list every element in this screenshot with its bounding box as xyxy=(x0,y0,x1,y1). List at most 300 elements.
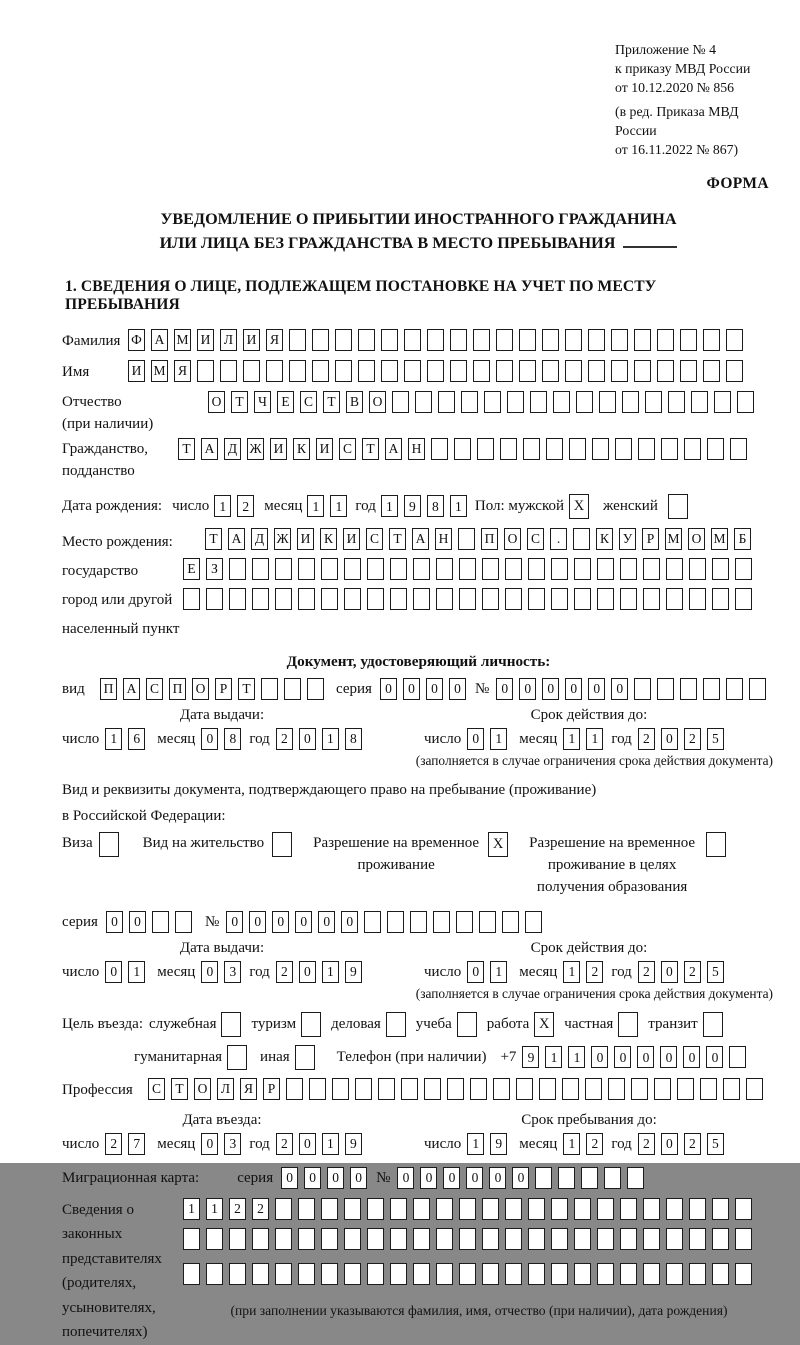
char-box[interactable] xyxy=(413,1228,430,1250)
char-box[interactable]: 0 xyxy=(443,1167,460,1189)
char-box[interactable] xyxy=(335,329,352,351)
char-box[interactable] xyxy=(473,329,490,351)
purpose-private-checkbox[interactable] xyxy=(618,1012,638,1037)
char-box[interactable]: Т xyxy=(171,1078,188,1100)
char-box[interactable]: 0 xyxy=(611,678,628,700)
char-box[interactable] xyxy=(620,588,637,610)
char-box[interactable] xyxy=(620,1198,637,1220)
char-box[interactable]: 1 xyxy=(568,1046,585,1068)
char-box[interactable]: И xyxy=(343,528,360,550)
char-box[interactable]: 0 xyxy=(661,728,678,750)
char-box[interactable] xyxy=(482,588,499,610)
char-box[interactable] xyxy=(436,1263,453,1285)
char-box[interactable]: 0 xyxy=(249,911,266,933)
char-box[interactable] xyxy=(298,588,315,610)
char-box[interactable] xyxy=(197,360,214,382)
char-box[interactable] xyxy=(689,1198,706,1220)
char-box[interactable] xyxy=(427,329,444,351)
char-box[interactable] xyxy=(459,1198,476,1220)
char-box[interactable]: И xyxy=(316,438,333,460)
char-box[interactable] xyxy=(413,1198,430,1220)
char-box[interactable] xyxy=(551,1228,568,1250)
char-box[interactable] xyxy=(390,1263,407,1285)
char-box[interactable] xyxy=(390,1198,407,1220)
char-box[interactable] xyxy=(438,391,455,413)
char-box[interactable] xyxy=(505,588,522,610)
char-box[interactable] xyxy=(666,558,683,580)
char-box[interactable]: О xyxy=(369,391,386,413)
char-box[interactable] xyxy=(562,1078,579,1100)
char-box[interactable]: 2 xyxy=(252,1198,269,1220)
char-box[interactable]: 0 xyxy=(403,678,420,700)
char-box[interactable]: 1 xyxy=(322,961,339,983)
char-box[interactable] xyxy=(266,360,283,382)
char-box[interactable] xyxy=(459,1263,476,1285)
char-box[interactable]: 1 xyxy=(307,495,324,517)
char-box[interactable] xyxy=(436,558,453,580)
char-box[interactable]: З xyxy=(206,558,223,580)
char-box[interactable] xyxy=(735,1263,752,1285)
char-box[interactable] xyxy=(551,558,568,580)
char-box[interactable]: 2 xyxy=(586,961,603,983)
char-box[interactable]: 2 xyxy=(229,1198,246,1220)
char-box[interactable]: 2 xyxy=(276,728,293,750)
char-box[interactable] xyxy=(404,360,421,382)
char-box[interactable]: К xyxy=(320,528,337,550)
char-box[interactable] xyxy=(456,911,473,933)
char-box[interactable] xyxy=(528,1198,545,1220)
char-box[interactable] xyxy=(307,678,324,700)
char-box[interactable] xyxy=(735,1228,752,1250)
char-box[interactable] xyxy=(367,1198,384,1220)
char-box[interactable]: 1 xyxy=(563,1133,580,1155)
char-box[interactable]: 1 xyxy=(467,1133,484,1155)
char-box[interactable] xyxy=(726,329,743,351)
char-box[interactable] xyxy=(523,438,540,460)
char-box[interactable]: 9 xyxy=(345,1133,362,1155)
char-box[interactable] xyxy=(321,1228,338,1250)
char-box[interactable] xyxy=(220,360,237,382)
char-box[interactable]: У xyxy=(619,528,636,550)
char-box[interactable]: 9 xyxy=(490,1133,507,1155)
char-box[interactable]: 2 xyxy=(276,961,293,983)
char-box[interactable]: 3 xyxy=(224,1133,241,1155)
char-box[interactable] xyxy=(505,1263,522,1285)
char-box[interactable] xyxy=(332,1078,349,1100)
char-box[interactable] xyxy=(367,558,384,580)
char-box[interactable] xyxy=(528,1228,545,1250)
char-box[interactable] xyxy=(599,391,616,413)
char-box[interactable] xyxy=(381,329,398,351)
char-box[interactable] xyxy=(714,391,731,413)
char-box[interactable] xyxy=(289,360,306,382)
char-box[interactable] xyxy=(657,360,674,382)
char-box[interactable] xyxy=(726,360,743,382)
char-box[interactable] xyxy=(551,588,568,610)
char-box[interactable] xyxy=(309,1078,326,1100)
char-box[interactable]: О xyxy=(504,528,521,550)
char-box[interactable] xyxy=(585,1078,602,1100)
char-box[interactable] xyxy=(703,678,720,700)
char-box[interactable] xyxy=(691,391,708,413)
char-box[interactable] xyxy=(654,1078,671,1100)
char-box[interactable] xyxy=(666,1228,683,1250)
char-box[interactable]: 1 xyxy=(381,495,398,517)
temp-residence-education-checkbox[interactable] xyxy=(706,832,726,857)
char-box[interactable] xyxy=(730,438,747,460)
char-box[interactable] xyxy=(261,678,278,700)
char-box[interactable] xyxy=(631,1078,648,1100)
char-box[interactable] xyxy=(735,588,752,610)
char-box[interactable] xyxy=(657,329,674,351)
char-box[interactable] xyxy=(450,360,467,382)
char-box[interactable]: 0 xyxy=(683,1046,700,1068)
char-box[interactable] xyxy=(735,1198,752,1220)
char-box[interactable] xyxy=(484,391,501,413)
char-box[interactable]: Я xyxy=(266,329,283,351)
char-box[interactable]: Н xyxy=(408,438,425,460)
char-box[interactable] xyxy=(447,1078,464,1100)
char-box[interactable]: А xyxy=(228,528,245,550)
char-box[interactable] xyxy=(622,391,639,413)
char-box[interactable]: 0 xyxy=(591,1046,608,1068)
char-box[interactable]: Б xyxy=(734,528,751,550)
char-box[interactable]: 0 xyxy=(565,678,582,700)
char-box[interactable]: 0 xyxy=(512,1167,529,1189)
char-box[interactable] xyxy=(431,438,448,460)
char-box[interactable]: 1 xyxy=(322,1133,339,1155)
char-box[interactable]: 3 xyxy=(224,961,241,983)
char-box[interactable] xyxy=(735,558,752,580)
char-box[interactable] xyxy=(229,588,246,610)
char-box[interactable] xyxy=(666,588,683,610)
char-box[interactable] xyxy=(482,1228,499,1250)
char-box[interactable]: 2 xyxy=(684,1133,701,1155)
char-box[interactable]: И xyxy=(297,528,314,550)
char-box[interactable] xyxy=(321,588,338,610)
char-box[interactable] xyxy=(689,1228,706,1250)
char-box[interactable] xyxy=(712,1198,729,1220)
char-box[interactable] xyxy=(505,1228,522,1250)
char-box[interactable] xyxy=(569,438,586,460)
char-box[interactable] xyxy=(312,360,329,382)
char-box[interactable]: Р xyxy=(263,1078,280,1100)
char-box[interactable] xyxy=(152,911,169,933)
char-box[interactable] xyxy=(588,360,605,382)
char-box[interactable]: 9 xyxy=(404,495,421,517)
char-box[interactable]: П xyxy=(169,678,186,700)
char-box[interactable]: 0 xyxy=(299,961,316,983)
char-box[interactable] xyxy=(519,329,536,351)
char-box[interactable] xyxy=(712,558,729,580)
char-box[interactable]: Р xyxy=(642,528,659,550)
char-box[interactable] xyxy=(565,360,582,382)
char-box[interactable] xyxy=(574,558,591,580)
char-box[interactable] xyxy=(410,911,427,933)
char-box[interactable] xyxy=(611,329,628,351)
char-box[interactable] xyxy=(712,1228,729,1250)
char-box[interactable] xyxy=(668,391,685,413)
char-box[interactable]: Т xyxy=(362,438,379,460)
char-box[interactable] xyxy=(689,1263,706,1285)
char-box[interactable]: О xyxy=(194,1078,211,1100)
char-box[interactable] xyxy=(680,329,697,351)
char-box[interactable]: 0 xyxy=(299,1133,316,1155)
char-box[interactable]: К xyxy=(596,528,613,550)
char-box[interactable] xyxy=(507,391,524,413)
char-box[interactable]: 0 xyxy=(397,1167,414,1189)
char-box[interactable] xyxy=(500,438,517,460)
char-box[interactable]: А xyxy=(123,678,140,700)
char-box[interactable]: 0 xyxy=(706,1046,723,1068)
char-box[interactable]: К xyxy=(293,438,310,460)
char-box[interactable] xyxy=(470,1078,487,1100)
char-box[interactable] xyxy=(378,1078,395,1100)
char-box[interactable] xyxy=(574,588,591,610)
char-box[interactable] xyxy=(620,1228,637,1250)
char-box[interactable]: Р xyxy=(215,678,232,700)
char-box[interactable] xyxy=(413,1263,430,1285)
char-box[interactable]: 0 xyxy=(380,678,397,700)
char-box[interactable] xyxy=(535,1167,552,1189)
purpose-study-checkbox[interactable] xyxy=(457,1012,477,1037)
char-box[interactable] xyxy=(436,1198,453,1220)
char-box[interactable]: 0 xyxy=(467,728,484,750)
char-box[interactable] xyxy=(565,329,582,351)
char-box[interactable]: 1 xyxy=(563,961,580,983)
char-box[interactable] xyxy=(661,438,678,460)
char-box[interactable] xyxy=(344,1228,361,1250)
char-box[interactable] xyxy=(627,1167,644,1189)
char-box[interactable]: Т xyxy=(178,438,195,460)
char-box[interactable]: 0 xyxy=(129,911,146,933)
char-box[interactable] xyxy=(643,588,660,610)
char-box[interactable]: 0 xyxy=(106,911,123,933)
char-box[interactable] xyxy=(459,558,476,580)
char-box[interactable] xyxy=(604,1167,621,1189)
char-box[interactable]: М xyxy=(151,360,168,382)
char-box[interactable] xyxy=(436,588,453,610)
char-box[interactable] xyxy=(542,329,559,351)
char-box[interactable]: О xyxy=(688,528,705,550)
char-box[interactable] xyxy=(229,1263,246,1285)
char-box[interactable]: 1 xyxy=(330,495,347,517)
char-box[interactable]: 1 xyxy=(490,728,507,750)
char-box[interactable] xyxy=(576,391,593,413)
char-box[interactable] xyxy=(597,1263,614,1285)
char-box[interactable] xyxy=(367,1263,384,1285)
char-box[interactable]: Д xyxy=(251,528,268,550)
char-box[interactable]: Я xyxy=(174,360,191,382)
purpose-business-checkbox[interactable] xyxy=(386,1012,406,1037)
char-box[interactable] xyxy=(458,528,475,550)
char-box[interactable] xyxy=(344,588,361,610)
char-box[interactable] xyxy=(689,558,706,580)
char-box[interactable]: 0 xyxy=(341,911,358,933)
char-box[interactable] xyxy=(344,1198,361,1220)
char-box[interactable] xyxy=(252,588,269,610)
char-box[interactable]: 1 xyxy=(206,1198,223,1220)
char-box[interactable]: Т xyxy=(323,391,340,413)
purpose-transit-checkbox[interactable] xyxy=(703,1012,723,1037)
char-box[interactable] xyxy=(597,1228,614,1250)
char-box[interactable] xyxy=(482,1198,499,1220)
char-box[interactable] xyxy=(358,360,375,382)
char-box[interactable] xyxy=(680,678,697,700)
char-box[interactable] xyxy=(551,1263,568,1285)
char-box[interactable] xyxy=(275,1263,292,1285)
char-box[interactable]: 2 xyxy=(586,1133,603,1155)
char-box[interactable]: 0 xyxy=(327,1167,344,1189)
char-box[interactable]: 9 xyxy=(345,961,362,983)
char-box[interactable]: С xyxy=(146,678,163,700)
char-box[interactable]: 0 xyxy=(272,911,289,933)
char-box[interactable] xyxy=(680,360,697,382)
char-box[interactable] xyxy=(689,588,706,610)
char-box[interactable]: Ф xyxy=(128,329,145,351)
char-box[interactable]: 1 xyxy=(128,961,145,983)
char-box[interactable] xyxy=(712,588,729,610)
char-box[interactable]: С xyxy=(527,528,544,550)
char-box[interactable] xyxy=(367,1228,384,1250)
char-box[interactable] xyxy=(643,558,660,580)
char-box[interactable] xyxy=(252,558,269,580)
char-box[interactable]: Ч xyxy=(254,391,271,413)
char-box[interactable] xyxy=(608,1078,625,1100)
char-box[interactable]: 1 xyxy=(490,961,507,983)
char-box[interactable] xyxy=(542,360,559,382)
char-box[interactable] xyxy=(712,1263,729,1285)
char-box[interactable]: М xyxy=(665,528,682,550)
char-box[interactable]: С xyxy=(148,1078,165,1100)
char-box[interactable]: 2 xyxy=(276,1133,293,1155)
char-box[interactable]: Л xyxy=(220,329,237,351)
char-box[interactable]: И xyxy=(197,329,214,351)
char-box[interactable] xyxy=(390,1228,407,1250)
sex-male-checkbox[interactable]: X xyxy=(569,494,589,519)
char-box[interactable] xyxy=(574,1228,591,1250)
char-box[interactable] xyxy=(335,360,352,382)
char-box[interactable] xyxy=(573,528,590,550)
char-box[interactable]: Т xyxy=(389,528,406,550)
char-box[interactable]: С xyxy=(366,528,383,550)
char-box[interactable]: А xyxy=(385,438,402,460)
char-box[interactable]: 0 xyxy=(420,1167,437,1189)
char-box[interactable] xyxy=(645,391,662,413)
char-box[interactable]: 0 xyxy=(105,961,122,983)
char-box[interactable] xyxy=(454,438,471,460)
char-box[interactable] xyxy=(707,438,724,460)
char-box[interactable]: 2 xyxy=(684,961,701,983)
char-box[interactable] xyxy=(252,1263,269,1285)
char-box[interactable] xyxy=(530,391,547,413)
char-box[interactable] xyxy=(703,329,720,351)
char-box[interactable]: 1 xyxy=(322,728,339,750)
char-box[interactable] xyxy=(479,911,496,933)
char-box[interactable]: 0 xyxy=(295,911,312,933)
char-box[interactable] xyxy=(284,678,301,700)
char-box[interactable]: 8 xyxy=(224,728,241,750)
char-box[interactable] xyxy=(415,391,432,413)
char-box[interactable]: А xyxy=(151,329,168,351)
char-box[interactable] xyxy=(493,1078,510,1100)
char-box[interactable] xyxy=(638,438,655,460)
char-box[interactable] xyxy=(321,1198,338,1220)
char-box[interactable]: 5 xyxy=(707,1133,724,1155)
char-box[interactable]: 2 xyxy=(638,961,655,983)
char-box[interactable] xyxy=(703,360,720,382)
char-box[interactable]: 7 xyxy=(128,1133,145,1155)
char-box[interactable] xyxy=(643,1228,660,1250)
char-box[interactable] xyxy=(528,558,545,580)
char-box[interactable]: 0 xyxy=(661,961,678,983)
char-box[interactable]: 0 xyxy=(519,678,536,700)
char-box[interactable]: И xyxy=(270,438,287,460)
char-box[interactable] xyxy=(519,360,536,382)
char-box[interactable]: 0 xyxy=(588,678,605,700)
char-box[interactable] xyxy=(634,329,651,351)
char-box[interactable]: 5 xyxy=(707,961,724,983)
char-box[interactable]: С xyxy=(300,391,317,413)
char-box[interactable]: П xyxy=(481,528,498,550)
char-box[interactable] xyxy=(615,438,632,460)
char-box[interactable]: О xyxy=(208,391,225,413)
char-box[interactable] xyxy=(275,588,292,610)
char-box[interactable]: 0 xyxy=(226,911,243,933)
char-box[interactable]: 0 xyxy=(637,1046,654,1068)
char-box[interactable] xyxy=(404,329,421,351)
char-box[interactable]: 0 xyxy=(496,678,513,700)
purpose-work-checkbox[interactable]: X xyxy=(534,1012,554,1037)
char-box[interactable] xyxy=(413,558,430,580)
char-box[interactable]: Ж xyxy=(247,438,264,460)
char-box[interactable] xyxy=(401,1078,418,1100)
char-box[interactable] xyxy=(433,911,450,933)
char-box[interactable]: И xyxy=(243,329,260,351)
char-box[interactable]: 0 xyxy=(201,1133,218,1155)
char-box[interactable]: 0 xyxy=(449,678,466,700)
sex-female-checkbox[interactable] xyxy=(668,494,688,519)
char-box[interactable] xyxy=(496,360,513,382)
char-box[interactable] xyxy=(539,1078,556,1100)
char-box[interactable] xyxy=(729,1046,746,1068)
char-box[interactable] xyxy=(597,558,614,580)
char-box[interactable] xyxy=(574,1198,591,1220)
char-box[interactable] xyxy=(183,1263,200,1285)
char-box[interactable] xyxy=(450,329,467,351)
char-box[interactable] xyxy=(643,1263,660,1285)
char-box[interactable] xyxy=(588,329,605,351)
char-box[interactable] xyxy=(275,558,292,580)
char-box[interactable] xyxy=(413,588,430,610)
char-box[interactable]: 0 xyxy=(201,961,218,983)
char-box[interactable]: . xyxy=(550,528,567,550)
char-box[interactable] xyxy=(643,1198,660,1220)
char-box[interactable] xyxy=(206,588,223,610)
char-box[interactable] xyxy=(749,678,766,700)
char-box[interactable] xyxy=(502,911,519,933)
char-box[interactable]: 0 xyxy=(466,1167,483,1189)
char-box[interactable] xyxy=(634,360,651,382)
char-box[interactable]: 2 xyxy=(684,728,701,750)
char-box[interactable] xyxy=(525,911,542,933)
char-box[interactable] xyxy=(558,1167,575,1189)
char-box[interactable] xyxy=(275,1198,292,1220)
char-box[interactable]: 1 xyxy=(105,728,122,750)
char-box[interactable]: 2 xyxy=(638,728,655,750)
char-box[interactable] xyxy=(528,1263,545,1285)
char-box[interactable] xyxy=(726,678,743,700)
